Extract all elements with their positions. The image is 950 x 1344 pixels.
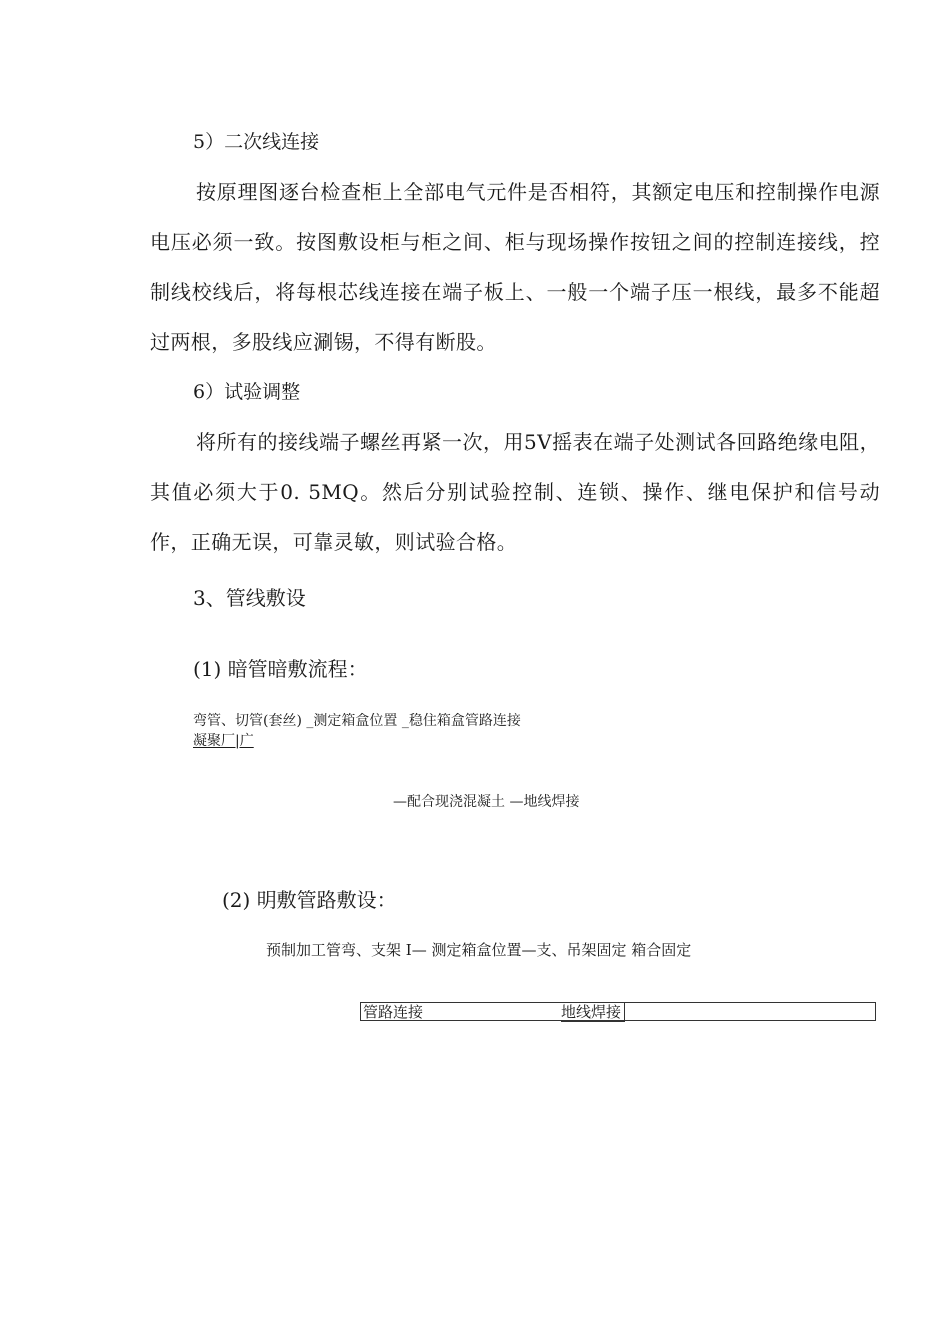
- flow-text-concealed-line1: 弯管、切管(套丝) _测定箱盒位置 _稳住箱盒管路连接: [193, 713, 521, 729]
- flow-text-concealed-line2: 凝聚厂|广: [193, 733, 254, 749]
- flow-text-concealed-line3: —配合现浇混凝土 —地线焊接: [393, 794, 580, 810]
- flow-box-cell-pipe-connection: 管路连接: [363, 1003, 424, 1021]
- paragraph-test-adjust: 将所有的接线端子螺丝再紧一次，用5V摇表在端子处测试各回路绝缘电阻，其值必须大于0. 5MQ。然后分别试验控制、连锁、操作、继电保护和信号动作，正确无误，可靠灵敏，则试验合格。: [150, 430, 880, 554]
- section-heading-pipeline-laying: 3、管线敷设: [193, 586, 306, 610]
- subheading-exposed-pipe-laying: (2) 明敷管路敷设：: [222, 888, 397, 912]
- section-heading-secondary-wiring: 5）二次线连接: [193, 131, 320, 153]
- flow-box-cell-ground-welding: 地线焊接: [561, 1003, 625, 1022]
- section-heading-test-adjust: 6）试验调整: [193, 381, 301, 403]
- flow-box-exposed: [360, 1002, 876, 1021]
- flow-text-exposed-line1: 预制加工管弯、支架 I— 测定箱盒位置—支、吊架固定 箱合固定: [266, 941, 692, 959]
- subheading-concealed-pipe-flow: (1) 暗管暗敷流程：: [193, 657, 368, 681]
- paragraph-secondary-wiring: 按原理图逐台检查柜上全部电气元件是否相符，其额定电压和控制操作电源电压必须一致。按图敷设柜与柜之间、柜与现场操作按钮之间的控制连接线，控制线校线后，将每根芯线连接在端子板上、一般一个端子压一根线，最多不能超过两根，多股线应涮锡，不得有断股。: [150, 180, 880, 354]
